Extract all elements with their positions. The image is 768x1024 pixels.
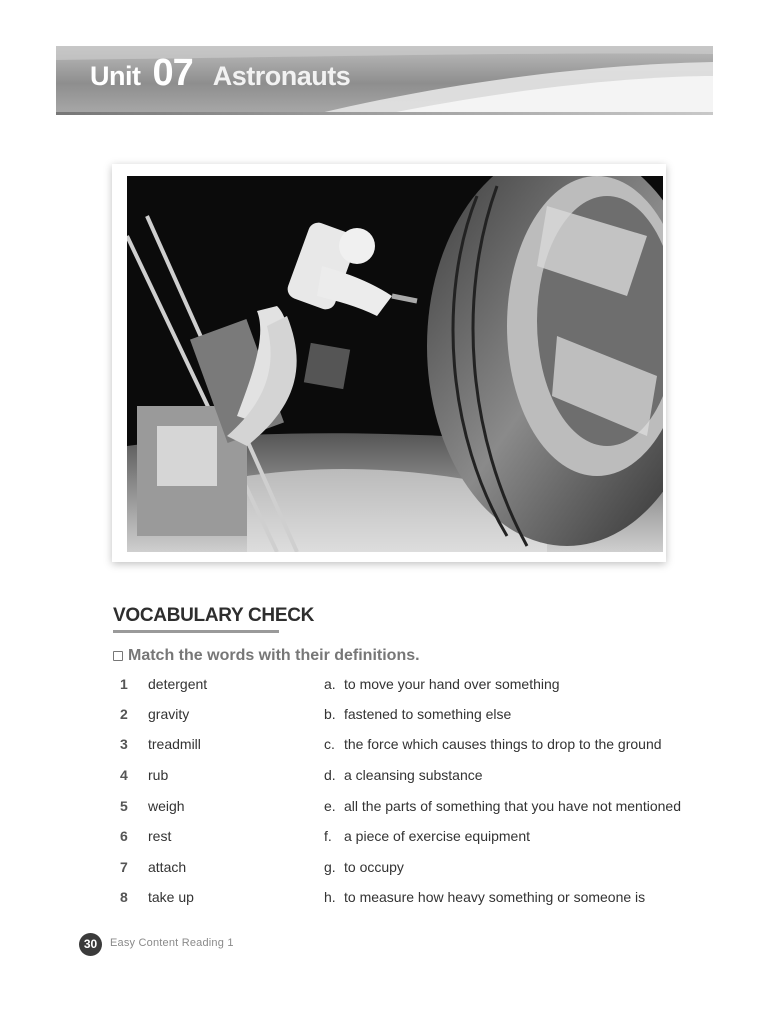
heading-underline — [113, 630, 279, 633]
section-heading: VOCABULARY CHECK — [113, 605, 315, 626]
item-number: 2 — [120, 706, 128, 722]
vocab-word: take up — [148, 889, 194, 905]
vocab-word: gravity — [148, 706, 190, 722]
unit-title-row — [90, 52, 350, 108]
definition-text: to move your hand over something — [344, 676, 560, 692]
book-title: Easy Content Reading 1 — [110, 937, 234, 949]
instruction-text: Match the words with their definitions. — [128, 647, 420, 664]
item-number: 5 — [120, 798, 128, 814]
definition-text: the force which causes things to drop to the ground — [344, 736, 662, 752]
definition-text: fastened to something else — [344, 706, 512, 722]
definition-text: to occupy — [344, 859, 404, 875]
definition-letter: e. — [324, 798, 336, 814]
unit-title: Astronauts — [212, 61, 351, 91]
definition-letter: b. — [324, 706, 336, 722]
photo-frame — [112, 164, 666, 562]
astronaut-illustration — [127, 176, 663, 552]
item-number: 4 — [120, 767, 128, 783]
vocab-row — [120, 828, 720, 852]
item-number: 7 — [120, 859, 128, 875]
definition-letter: d. — [324, 767, 336, 783]
definition-text: all the parts of something that you have not mentioned — [344, 798, 681, 814]
vocab-word: rub — [148, 767, 169, 783]
page-number-badge: 30 — [79, 933, 102, 956]
vocab-row — [120, 859, 720, 883]
definition-letter: g. — [324, 859, 336, 875]
definition-letter: c. — [324, 736, 335, 752]
definition-letter: h. — [324, 889, 336, 905]
checkbox-bullet-icon — [113, 651, 123, 661]
astronaut-spacewalk-photo — [127, 176, 663, 552]
vocab-row — [120, 706, 720, 730]
item-number: 6 — [120, 828, 128, 844]
vocab-word: weigh — [148, 798, 185, 814]
unit-label: Unit — [90, 61, 141, 91]
definition-letter: a. — [324, 676, 336, 692]
exercise-instruction — [113, 647, 420, 665]
definition-text: a piece of exercise equipment — [344, 828, 530, 844]
unit-banner — [56, 46, 713, 114]
vocab-row — [120, 798, 720, 822]
definition-text: a cleansing substance — [344, 767, 483, 783]
vocab-row — [120, 889, 720, 913]
vocab-row — [120, 767, 720, 791]
item-number: 8 — [120, 889, 128, 905]
definition-text: to measure how heavy something or someone is — [344, 889, 646, 905]
vocab-row — [120, 736, 720, 760]
vocab-word: treadmill — [148, 736, 201, 752]
item-number: 3 — [120, 736, 128, 752]
unit-number: 07 — [152, 52, 193, 94]
vocab-row — [120, 676, 720, 700]
vocab-word: rest — [148, 828, 172, 844]
item-number: 1 — [120, 676, 128, 692]
vocab-word: attach — [148, 859, 187, 875]
definition-letter: f. — [324, 828, 332, 844]
vocab-word: detergent — [148, 676, 208, 692]
banner-divider — [56, 112, 713, 115]
